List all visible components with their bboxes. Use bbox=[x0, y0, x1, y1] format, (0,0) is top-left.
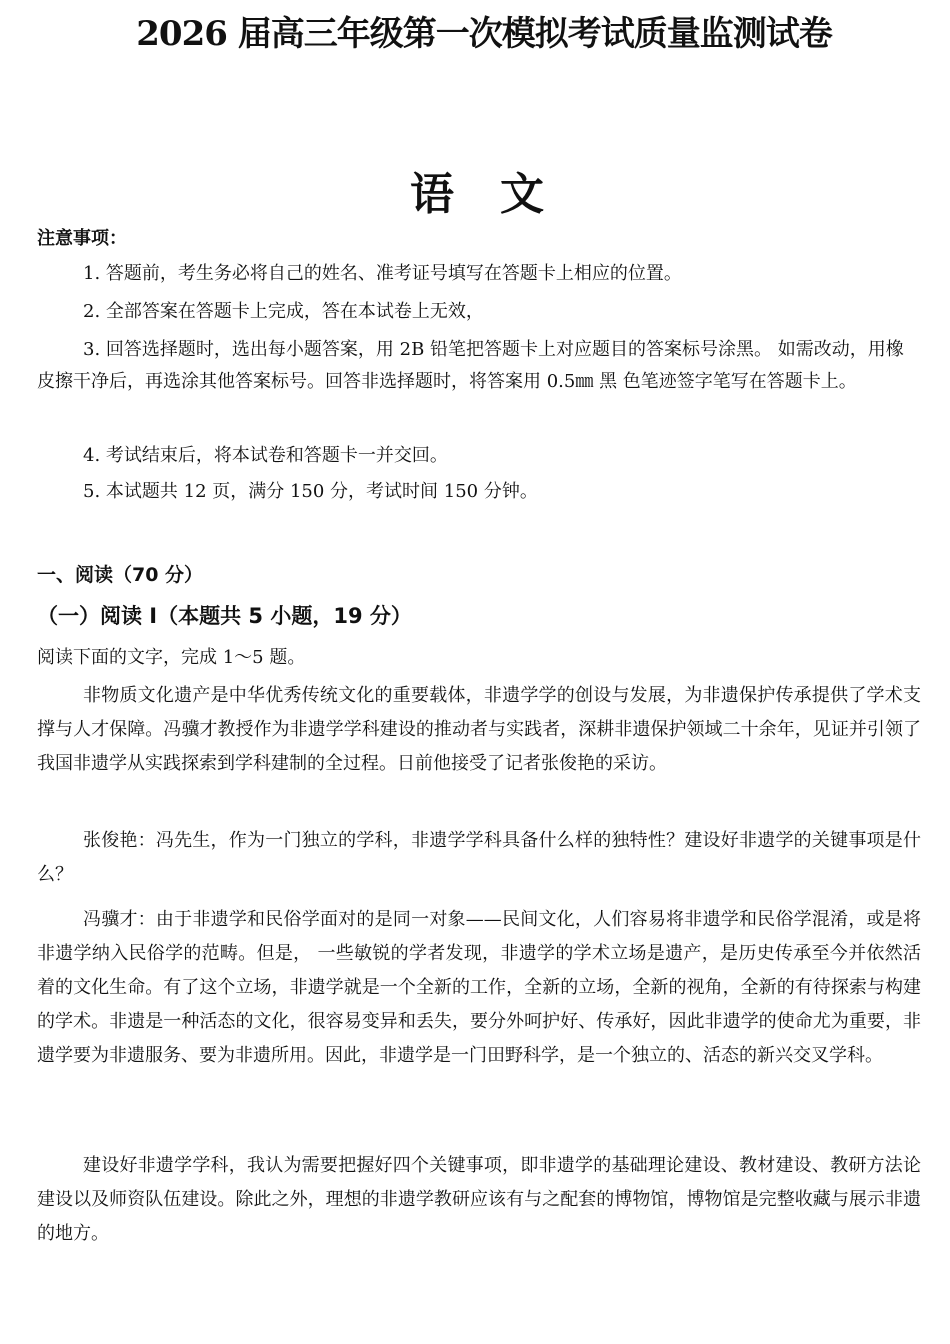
subsection-title: （一）阅读 I（本题共 5 小题，19 分） bbox=[37, 604, 412, 628]
notice-item-3: 3. 回答选择题时，选出每小题答案，用 2B 铅笔把答题卡上对应题目的答案标号涂黑。 如需改动，用橡皮擦干净后，再选涂其他答案标号。回答非选择题时，将答案用 0.5㎜ 黑 色笔迹签字笔写在答题卡上。 bbox=[37, 339, 904, 392]
passage-paragraph-1: 非物质文化遗产是中华优秀传统文化的重要载体，非遗学学的创设与发展，为非遗保护传承提供了学术支撑与人才保障。冯骥才教授作为非遗学学科建设的推动者与实践者，深耕非遗保护领域二十余年，见证并引领了我国非遗学从实践探索到学科建制的全过程。日前他接受了记者张俊艳的采访。 bbox=[37, 685, 921, 774]
subject-title: 语文 bbox=[410, 169, 590, 220]
notice-item-5: 5. 本试题共 12 页，满分 150 分，考试时间 150 分钟。 bbox=[83, 481, 538, 502]
section-title: 一、阅读（70 分） bbox=[37, 564, 204, 586]
reading-instruction: 阅读下面的文字，完成 1～5 题。 bbox=[37, 647, 306, 668]
passage-paragraph-2: 张俊艳：冯先生，作为一门独立的学科，非遗学学科具备什么样的独特性？建设好非遗学的关键事项是什么？ bbox=[37, 830, 921, 885]
passage-paragraph-3: 冯骥才：由于非遗学和民俗学面对的是同一对象——民间文化，人们容易将非遗学和民俗学混淆，或是将非遗学纳入民俗学的范畴。但是， 一些敏锐的学者发现，非遗学的学术立场是遗产，是历史传承至今并依然活着的文化生命。有了这个立场，非遗学就是一个全新的工作，全新的立场，全新的视角，全新的有待探索与构建的学术。非遗是一种活态的文化，很容易变异和丢失，要分外呵护好、传承好，因此非遗学的使命尤为重要，非遗学要为非遗服务、要为非遗所用。因此，非遗学是一门田野科学，是一个独立的、活态的新兴交叉学科。 bbox=[37, 909, 921, 1066]
passage-paragraph-4: 建设好非遗学学科，我认为需要把握好四个关键事项，即非遗学的基础理论建设、教材建设、教研方法论建设以及师资队伍建设。除此之外，理想的非遗学教研应该有与之配套的博物馆，博物馆是完整收藏与展示非遗的地方。 bbox=[37, 1155, 921, 1244]
notice-item-1: 1. 答题前，考生务必将自己的姓名、准考证号填写在答题卡上相应的位置。 bbox=[83, 263, 682, 284]
notice-title: 注意事项： bbox=[37, 228, 127, 249]
exam-title: 2026 届高三年级第一次模拟考试质量监测试卷 bbox=[136, 14, 832, 54]
notice-item-4: 4. 考试结束后，将本试卷和答题卡一并交回。 bbox=[83, 445, 448, 466]
notice-item-2: 2. 全部答案在答题卡上完成，答在本试卷上无效， bbox=[83, 301, 484, 322]
